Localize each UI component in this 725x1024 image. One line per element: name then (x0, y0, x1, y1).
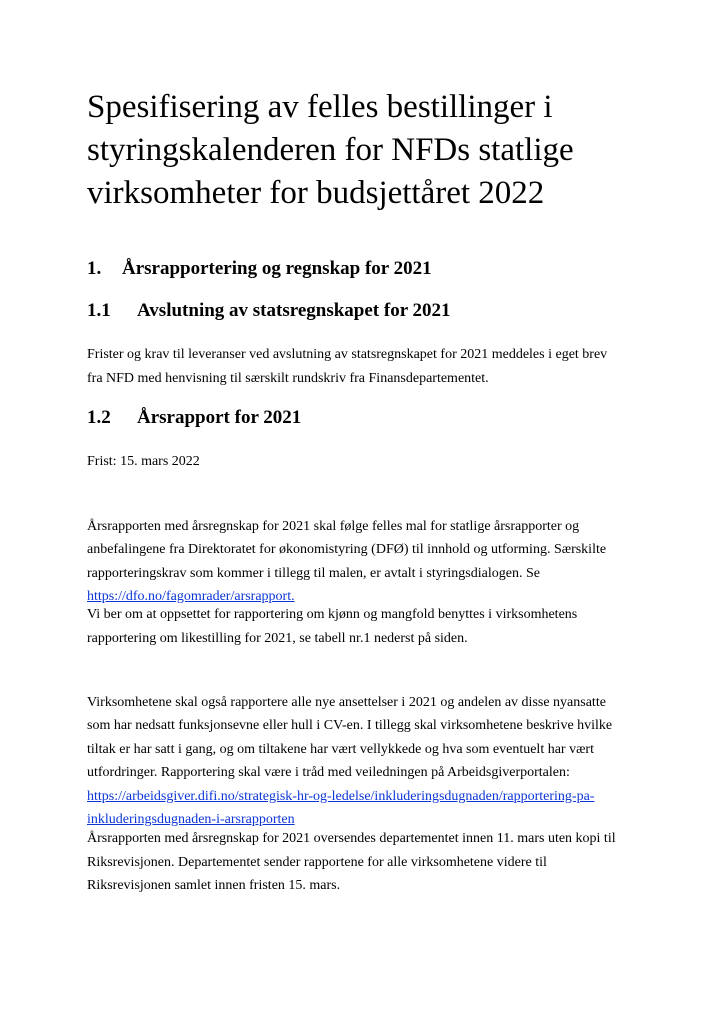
section-number: 1. (87, 258, 102, 279)
document-title: Spesifisering av felles bestillinger i styringskalenderen for NFDs statlige virksomheter for budsjettåret 2022 (87, 89, 574, 211)
deadline-text: Frist: 15. mars 2022 (87, 454, 200, 469)
paragraph-annual-report-template (87, 491, 647, 609)
section-number: 1.1 (87, 300, 111, 321)
section-heading-text: Årsrapportering og regnskap for 2021 (122, 258, 432, 279)
section-heading-text: Avslutning av statsregnskapet for 2021 (137, 300, 451, 321)
section-number: 1.2 (87, 407, 111, 428)
section-1-1-heading (87, 298, 451, 324)
paragraph-gender-diversity: Vi ber om at oppsettet for rapportering om kjønn og mangfold benyttes i virksomhetens rapportering om likestilling for 2021, se tabell nr.1 nederst på siden. (87, 607, 578, 646)
section-1-2-heading (87, 405, 301, 431)
section-1-1-paragraph: Frister og krav til leveranser ved avslutning av statsregnskapet for 2021 meddeles i eget brev fra NFD med henvisning til særskilt rundskriv fra Finansdepartementet. (87, 347, 608, 386)
arbeidsgiverportalen-link[interactable]: https://arbeidsgiver.difi.no/strategisk-hr-og-ledelse/inkluderingsdugnaden/rapportering-pa- inkluderingsdugnaden-i-arsrapporten (87, 788, 595, 827)
paragraph-text: Årsrapporten med årsregnskap for 2021 skal følge felles mal for statlige årsrapporter og anbefalingene fra Direktoratet for økonomistyring (DFØ) til innhold og utforming. Særskilte rapporteringskrav som kommer i tillegg til malen, er avtalt i styringsdialogen. Se (87, 518, 607, 581)
dfo-link[interactable]: https://dfo.no/fagomrader/arsrapport. (87, 589, 295, 604)
paragraph-new-hires (87, 667, 647, 832)
section-heading-text: Årsrapport for 2021 (137, 407, 302, 428)
paragraph-submission: Årsrapporten med årsregnskap for 2021 oversendes departementet innen 11. mars uten kopi til Riksrevisjonen. Departementet sender rapportene for alle virksomhetene videre til Riksrevisjonen samlet innen fristen 15. mars. (87, 831, 616, 893)
section-1-heading (87, 256, 432, 282)
paragraph-text: Virksomhetene skal også rapportere alle nye ansettelser i 2021 og andelen av disse nyansatte som har nedsatt funksjonsevne eller hull i CV-en. I tillegg skal virksomhetene beskrive hvilke tiltak er har satt i gang, og om tiltakene har vært vellykkede og hva som eventuelt har vært utfordringer. Rapportering skal være i tråd med veiledningen på Arbeidsgiverportalen: (87, 694, 613, 780)
